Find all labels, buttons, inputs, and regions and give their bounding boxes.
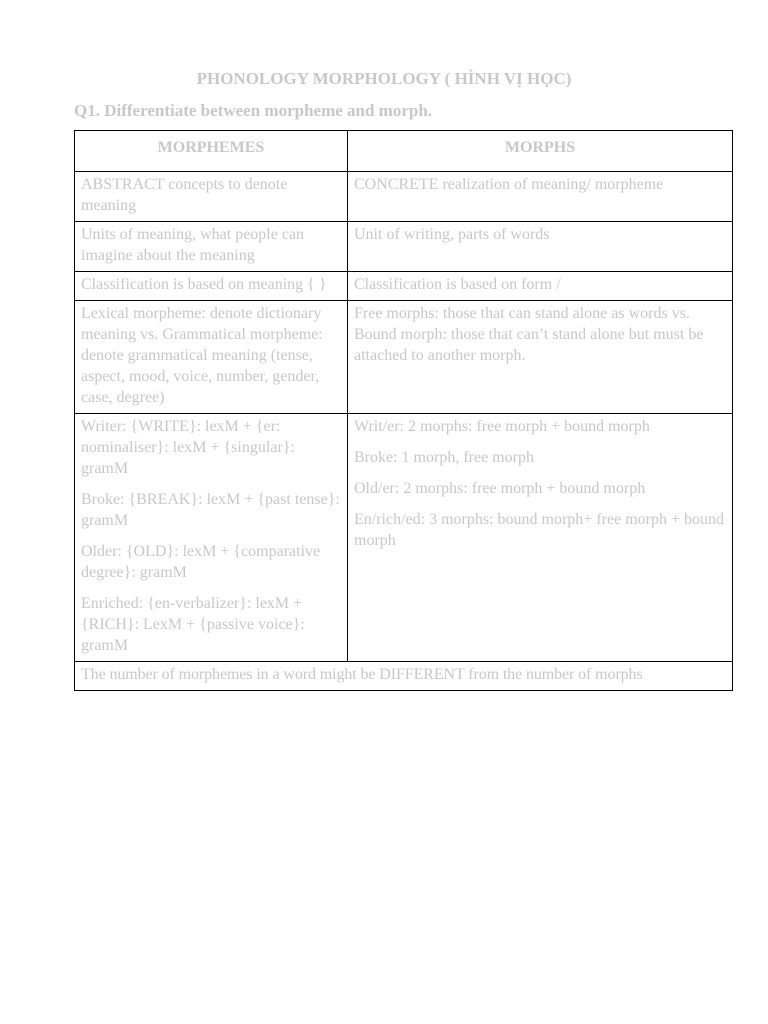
table-row	[75, 301, 733, 414]
morpheme-cell	[75, 272, 348, 301]
morph-cell	[348, 172, 733, 222]
example-broke: Broke: {BREAK}: lexM + {past tense}: gramM	[81, 491, 340, 529]
cell-text: CONCRETE realization of meaning/ morpheme	[354, 176, 664, 193]
example-older: Older: {OLD}: lexM + {comparative degree}: gramM	[81, 543, 321, 581]
example-enriched-morphs: En/rich/ed: 3 morphs: bound morph+ free morph + bound morph	[354, 511, 724, 549]
table-row	[75, 414, 733, 662]
cell-text: Classification is based on form /	[354, 276, 561, 293]
header-morphemes: MORPHEMES	[75, 131, 348, 172]
table-header-row	[75, 131, 733, 172]
table-row	[75, 222, 733, 272]
header-morphs: MORPHS	[348, 131, 733, 172]
document-title: PHONOLOGY MORPHOLOGY ( HÌNH VỊ HỌC)	[196, 69, 572, 88]
summary-cell: The number of morphemes in a word might be DIFFERENT from the number of morphs	[75, 662, 733, 691]
table-row	[75, 172, 733, 222]
morph-cell	[348, 301, 733, 414]
example-writer: Writer: {WRITE}: lexM + {er: nominaliser}: lexM + {singular}: gramM	[81, 418, 295, 477]
morph-cell	[348, 272, 733, 301]
morph-cell	[348, 222, 733, 272]
morpheme-cell	[75, 172, 348, 222]
cell-text: Units of meaning, what people can imagine about the meaning	[81, 226, 305, 264]
table-row	[75, 272, 733, 301]
cell-text: ABSTRACT concepts to denote meaning	[81, 176, 288, 214]
morpheme-cell	[75, 222, 348, 272]
morpheme-cell	[75, 414, 348, 662]
example-enriched: Enriched: {en-verbalizer}: lexM + {RICH}: LexM + {passive voice}: gramM	[81, 595, 305, 654]
comparison-table	[74, 130, 733, 691]
cell-text: Classification is based on meaning { }	[81, 276, 327, 293]
cell-text: Lexical morpheme: denote dictionary meaning vs. Grammatical morpheme: denote grammatical meaning (tense, aspect, mood, voice, number, gender, case, degree)	[81, 305, 323, 406]
morph-cell	[348, 414, 733, 662]
question-heading: Q1. Differentiate between morpheme and morph.	[74, 101, 433, 120]
example-writer-morphs: Writ/er: 2 morphs: free morph + bound morph	[354, 418, 650, 435]
cell-text: Free morphs: those that can stand alone as words vs. Bound morph: those that can’t stand alone but must be attached to another morph.	[354, 305, 704, 364]
example-broke-morphs: Broke: 1 morph, free morph	[354, 449, 534, 466]
morpheme-cell	[75, 301, 348, 414]
example-older-morphs: Old/er: 2 morphs: free morph + bound morph	[354, 480, 646, 497]
cell-text: Unit of writing, parts of words	[354, 226, 550, 243]
table-footer-row	[75, 662, 733, 691]
